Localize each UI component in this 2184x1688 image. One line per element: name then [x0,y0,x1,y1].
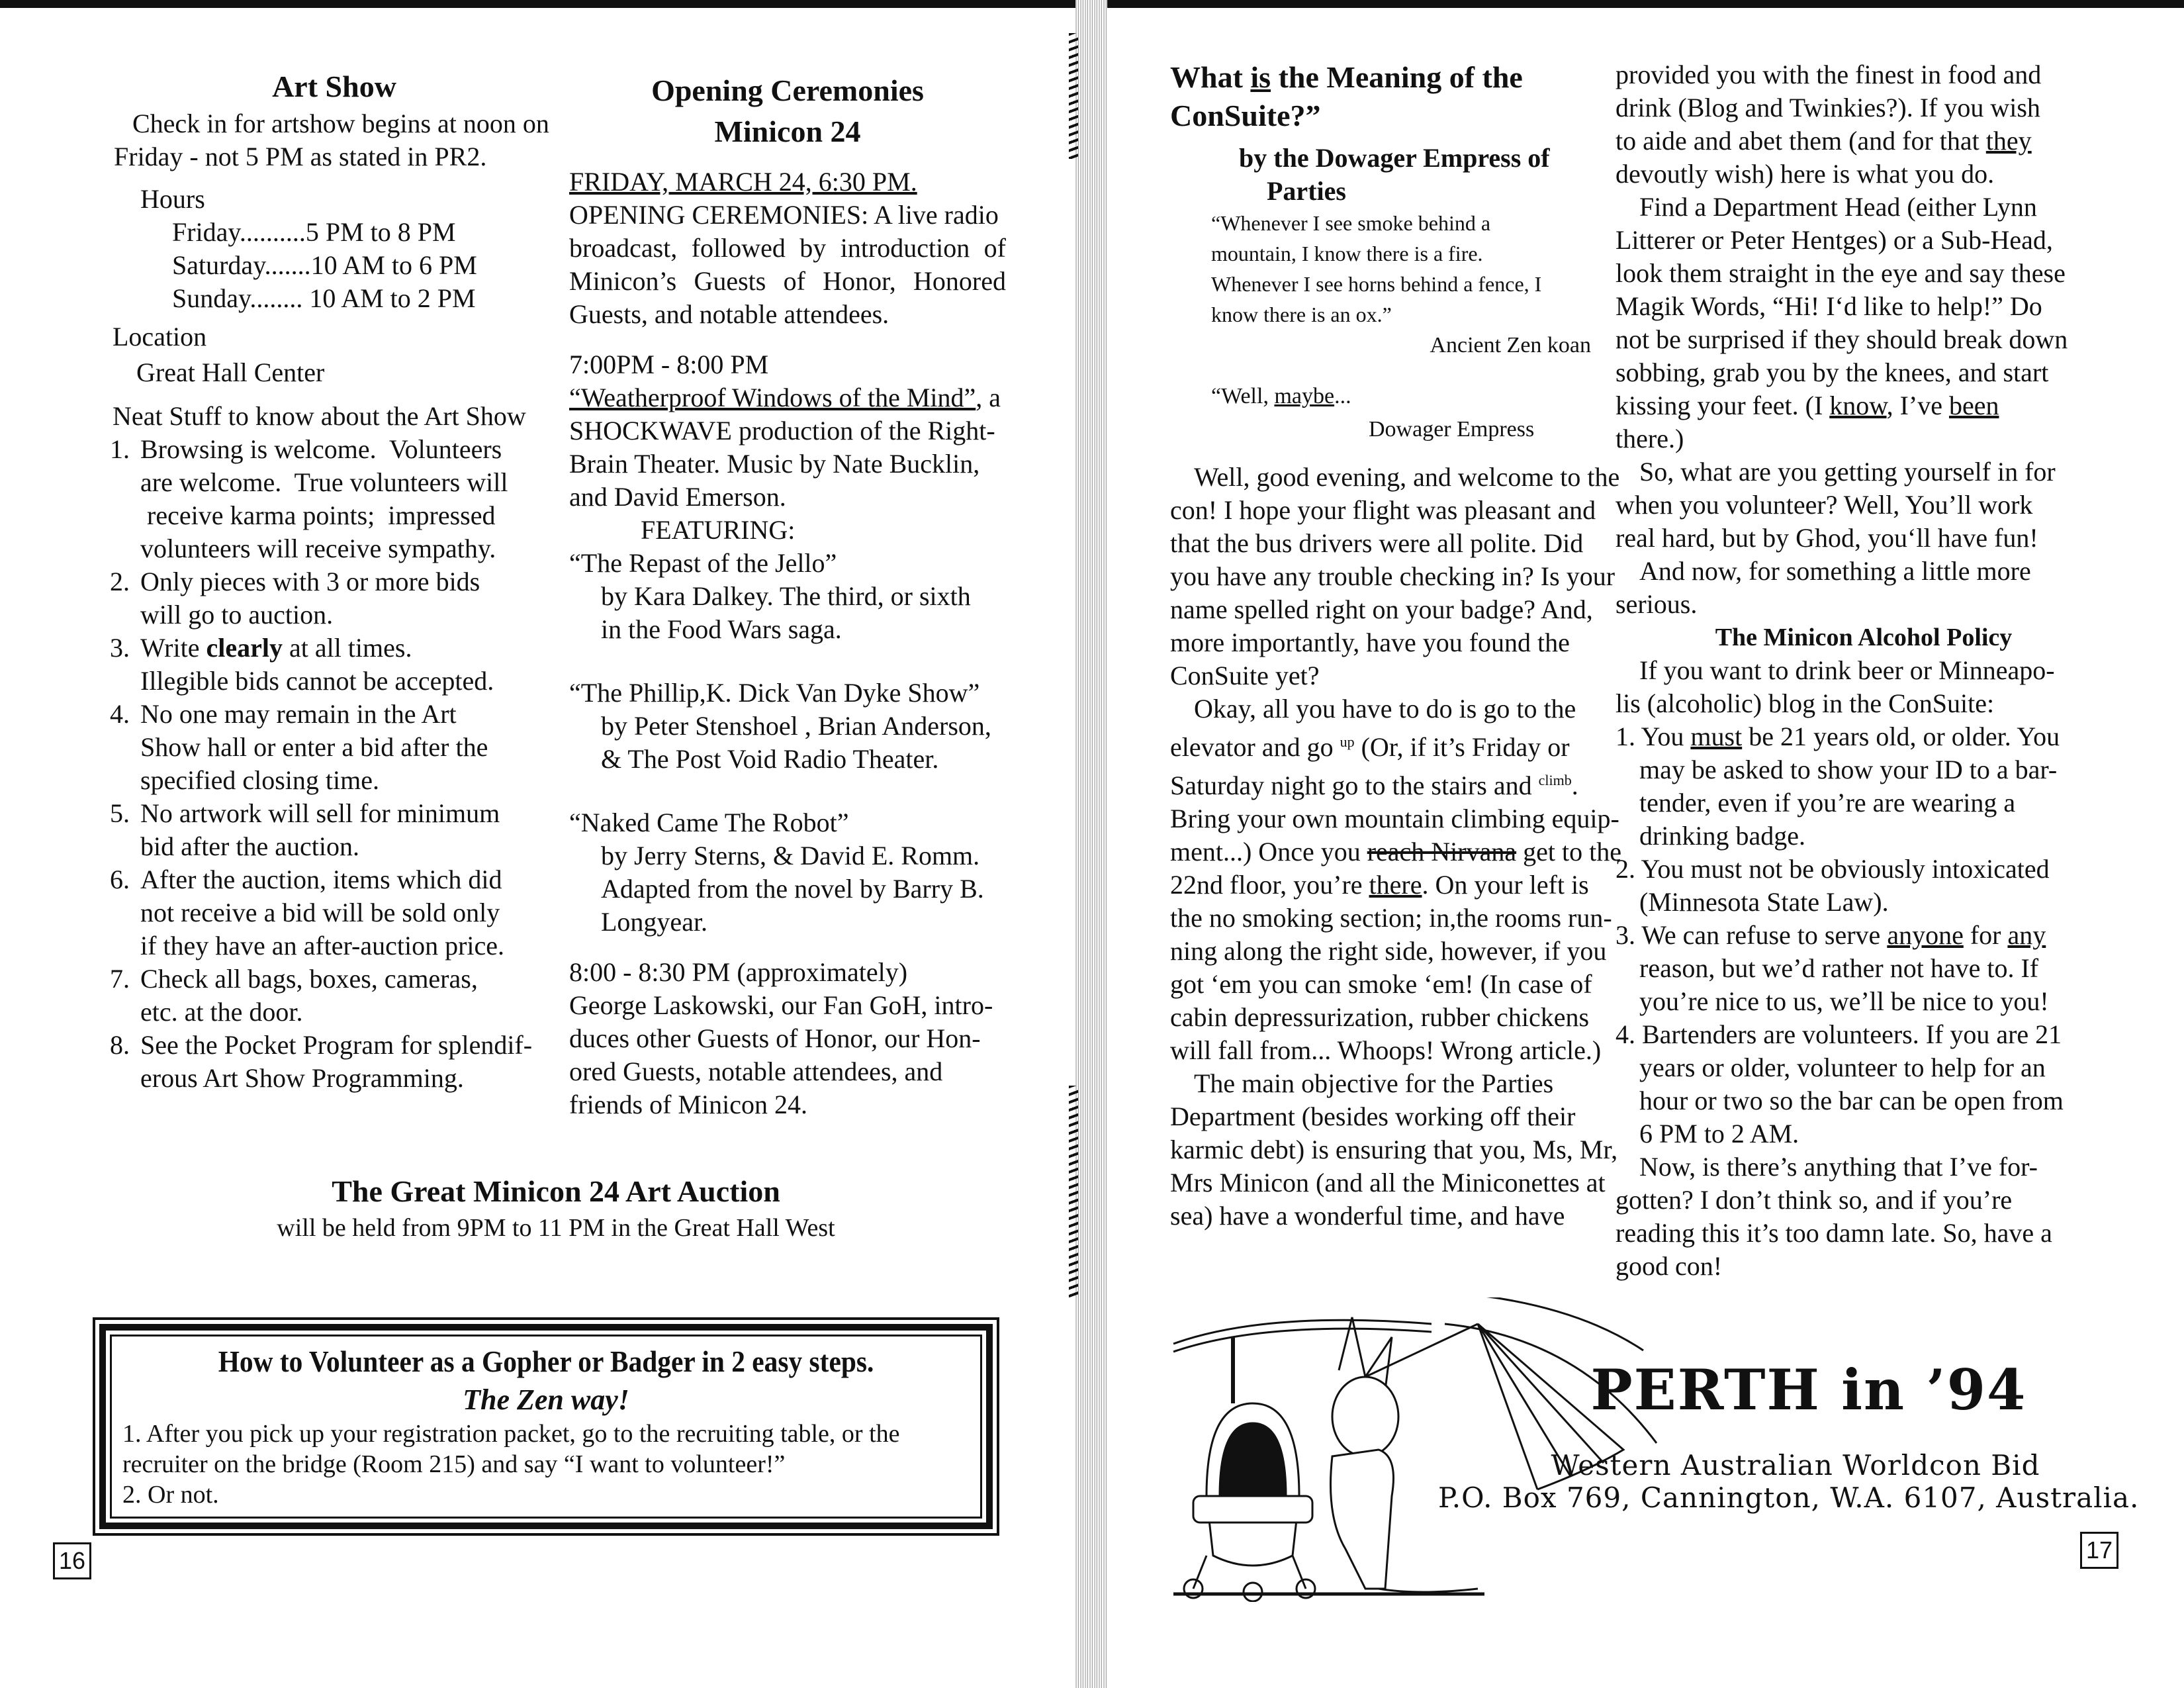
hours-list [106,216,563,315]
rule-line: Check all bags, boxes, cameras, [140,964,478,994]
text: ment...) Once you [1170,837,1367,867]
text: they [1985,126,2032,156]
text: kissing your feet. (I [1615,391,1830,420]
opening-desc: OPENING CEREMONIES: A live radio [569,200,999,230]
text: . [1571,771,1578,800]
text: get to the [1516,837,1621,867]
article-line: name spelled right on your badge? And, [1170,594,1593,624]
volunteer-box [93,1317,999,1536]
policy-line: 6 PM to 2 AM. [1639,1119,1799,1149]
slot-desc [569,989,1006,1121]
rule-line: Show hall or enter a bid after the [140,732,488,762]
feature-credit: & The Post Void Radio Theater. [601,744,939,774]
featuring-label: FEATURING: [641,515,796,545]
opening-date: FRIDAY, MARCH 24, 6:30 PM. [569,167,917,197]
article-line: you have any trouble checking in? Is your [1170,561,1615,591]
text: elevator and go [1170,732,1340,762]
rule-number: 4. [110,699,130,729]
reply-quote [1170,380,1607,413]
location-value: Great Hall Center [136,357,325,387]
hours-time: 10 AM to 6 PM [310,250,477,280]
volunteer-title: How to Volunteer as a Gopher or Badger in 2 easy steps. [218,1344,874,1378]
rule-item [106,962,563,1029]
rule-item [106,863,563,962]
feature-item [569,806,1006,939]
quote-line: “Whenever I see smoke behind a [1211,211,1491,235]
article-paragraph [1170,1067,1618,1233]
article-paragraph [1615,455,2072,555]
hours-day: Sunday........ [172,283,310,313]
rule-line: Only pieces with 3 or more bids [140,567,480,596]
rule-line: etc. at the door. [140,997,303,1027]
article-title [1170,58,1607,97]
quote-line: Whenever I see horns behind a fence, I [1211,272,1542,296]
slot-desc: and David Emerson. [569,482,786,512]
page-16 [0,0,1075,1688]
article-line: provided you with the finest in food and [1615,60,2042,89]
article-line: Well, good evening, and welcome to the [1194,462,1620,492]
article-line: Department (besides working off their [1170,1102,1576,1131]
article-line: sobbing, grab you by the knees, and start [1615,357,2049,387]
hours-time: 10 AM to 2 PM [309,283,476,313]
policy-intro [1615,654,2072,720]
slot-desc: Brain Theater. Music by Nate Bucklin, [569,449,980,479]
article-line: look them straight in the eye and say these [1615,258,2066,288]
text: Saturday night go to the stairs and [1170,771,1539,800]
rule-line: will go to auction. [140,600,334,630]
text: is [1250,60,1271,94]
opening-subtitle: Minicon 24 [714,115,861,148]
perth-ad [1438,1357,2140,1514]
policy-line: If you want to drink beer or Minneapo- [1639,655,2055,685]
hours-time: 5 PM to 8 PM [305,217,456,247]
article-paragraph [1170,461,1620,692]
consuite-article-col1 [1170,58,1621,1233]
volunteer-box-border [99,1324,993,1529]
article-line: Mrs Minicon (and all the Miniconettes at [1170,1168,1606,1197]
article-line: sea) have a wonderful time, and have [1170,1201,1565,1231]
rule-line: if they have an after-auction price. [140,931,505,961]
article-line: ning along the right side, however, if you [1170,936,1607,966]
volunteer-subtitle: The Zen way! [463,1383,629,1416]
article-line: Litterer or Peter Hentges) or a Sub-Head, [1615,225,2053,255]
neat-stuff-label: Neat Stuff to know about the Art Show [113,401,526,431]
rule-number: 7. [110,964,130,994]
feature-credit: by Kara Dalkey. The third, or sixth [601,581,971,611]
hours-row [172,216,563,249]
article-paragraph [1615,191,2072,389]
rule-number: 8. [110,1030,130,1060]
text: , a [976,383,1001,412]
art-show-rules [106,433,563,1095]
text: the Meaning of the [1271,60,1523,94]
hours-row [172,249,563,282]
quote-attribution: Ancient Zen koan [1430,333,1591,357]
feature-credit: by Peter Stenshoel , Brian Anderson, [601,711,991,741]
location-label: Location [113,322,207,352]
text: there [1369,870,1422,900]
article-line: karmic debt) is ensuring that you, Ms, Mr, [1170,1135,1618,1164]
feature-credit: Adapted from the novel by Barry B. [601,874,984,904]
closing-line: Now, is there’s anything that I’ve for- [1639,1152,2038,1182]
rule-line: Illegible bids cannot be accepted. [140,666,494,696]
article-line: more importantly, have you found the [1170,628,1570,657]
article-line: not be surprised if they should break down [1615,324,2068,354]
opening-title: Opening Ceremonies [651,73,924,107]
rule-line: No one may remain in the Art [140,699,457,729]
feature-title: “Naked Came The Robot” [569,808,849,837]
article-line: con! I hope your flight was pleasant and [1170,495,1596,525]
rule-line: specified closing time. [140,765,380,795]
article-byline: Parties [1267,176,1346,206]
page-number: 16 [53,1542,91,1579]
text: , I’ve [1886,391,1949,420]
zen-quote [1170,208,1607,330]
policy-item [1615,952,2072,1018]
feature-title: “The Phillip,K. Dick Van Dyke Show” [569,678,980,708]
policy-item [1615,1018,2072,1150]
article-title: ConSuite?” [1170,99,1321,132]
hours-label: Hours [140,184,205,214]
art-show-title: Art Show [272,70,396,103]
text: any [2007,920,2046,950]
closing-line: good con! [1615,1251,1723,1281]
article-line [1615,124,2072,158]
consuite-article-col2 [1615,58,2072,1283]
art-show-intro: Check in for artshow begins at noon on [132,109,549,138]
rule-line: After the auction, items which did [140,865,502,894]
article-paragraph [1615,555,2072,621]
opening-desc: Guests, and notable attendees. [569,299,889,329]
slot-time: 8:00 - 8:30 PM (approximately) [569,957,908,987]
text: for [1963,920,2008,950]
policy-line: tender, even if you’re are wearing a [1639,788,2016,818]
text: must [1690,722,1743,751]
article-paragraph [1170,902,1612,1067]
policy-line: years or older, volunteer to help for an [1639,1053,2046,1082]
page-17 [1107,0,2184,1688]
hours-row [172,282,563,315]
policy-item [1615,853,2072,919]
article-line: there.) [1615,424,1684,453]
text: 1. You [1615,722,1691,751]
article-line: serious. [1615,589,1698,619]
perth-ad-address: P.O. Box 769, Cannington, W.A. 6107, Australia. [1438,1481,2140,1514]
policy-line: reason, but we’d rather not have to. If [1639,953,2039,983]
article-line: ConSuite yet? [1170,661,1320,690]
opening-desc: broadcast, followed by introduction of [569,233,1006,263]
article-line: Find a Department Head (either Lynn [1639,192,2037,222]
article-line: will fall from... Whoops! Wrong article.) [1170,1035,1602,1065]
policy-line: drinking badge. [1639,821,1806,851]
rule-line: bid after the auction. [140,831,359,861]
policy-item [1615,753,2072,853]
slot-time: 7:00PM - 8:00 PM [569,350,769,379]
text: be 21 years old, or older. You [1742,722,2060,751]
hours-day: Saturday....... [172,250,311,280]
volunteer-step: recruiter on the bridge (Room 215) and say “I want to volunteer!” [122,1450,786,1478]
text: 3. We can refuse to serve [1615,920,1888,950]
feature-credit: by Jerry Sterns, & David E. Romm. [601,841,980,870]
article-line [1170,726,1607,764]
perth-ad-title: PERTH in ’94 [1590,1357,2027,1423]
rule-item [106,632,563,698]
rule-line: No artwork will sell for minimum [140,798,500,828]
text: ... [1334,384,1351,408]
closing-line: gotten? I don’t think so, and if you’re [1615,1185,2013,1215]
perth-ad-line: Western Australian Worldcon Bid [1551,1449,2040,1481]
article-byline: by the Dowager Empress of [1239,143,1550,173]
slot-desc-line: friends of Minicon 24. [569,1090,807,1119]
feature-item [569,677,1006,776]
text: “Well, [1211,384,1275,408]
rule-line: receive karma points; impressed [140,500,496,530]
article-line: that the bus drivers were all polite. Did [1170,528,1584,558]
text: . On your left is [1422,870,1589,900]
rule-item [106,433,563,565]
slot-desc-line: George Laskowski, our Fan GoH, intro- [569,990,993,1020]
rule-number: 2. [110,567,130,596]
article-line: Okay, all you have to do is go to the [1194,694,1576,724]
strikethrough-text: reach Nirvana [1367,837,1517,867]
volunteer-box-content [110,1335,982,1519]
book-spine [1075,0,1107,1688]
policy-line: you’re nice to us, we’ll be nice to you! [1639,986,2049,1016]
rule-line: erous Art Show Programming. [140,1063,464,1093]
feature-credit: Longyear. [601,907,708,937]
page-number: 17 [2080,1532,2118,1569]
opening-desc: Minicon’s Guests of Honor, Honored [569,266,1006,296]
rule-line: See the Pocket Program for splendif- [140,1030,533,1060]
rule-line: not receive a bid will be sold only [140,898,500,927]
article-line: cabin depressurization, rubber chickens [1170,1002,1590,1032]
auction-subtitle: will be held from 9PM to 11 PM in the Great Hall West [277,1214,835,1242]
article-line: drink (Blog and Twinkies?). If you wish [1615,93,2040,122]
slot-title-line [569,381,1006,414]
feature-item [569,547,1006,646]
show-title: “Weatherproof Windows of the Mind” [569,383,976,412]
slot-desc-line: duces other Guests of Honor, our Hon- [569,1023,981,1053]
rule-line: Browsing is welcome. Volunteers [140,434,502,464]
auction-title: The Great Minicon 24 Art Auction [332,1174,780,1208]
text: up [1340,733,1355,750]
feature-credit: in the Food Wars saga. [601,614,842,644]
art-show-intro: Friday - not 5 PM as stated in PR2. [114,142,487,171]
rule-number: 5. [110,798,130,828]
text: 22nd floor, you’re [1170,870,1369,900]
art-show-section [106,66,563,1095]
volunteer-step: 2. Or not. [122,1481,219,1509]
policy-item [1615,919,2072,952]
article-line: Bring your own mountain climbing equip- [1170,804,1619,833]
article-line: real hard, but by Ghod, you‘ll have fun! [1615,523,2038,553]
policy-line: hour or two so the bar can be open from [1639,1086,2064,1115]
text: (Or, if it’s Friday or [1354,732,1570,762]
closing-line: reading this it’s too damn late. So, have a [1615,1218,2052,1248]
article-line [1170,868,1607,902]
text: climb [1538,772,1572,788]
article-line: And now, for something a little more [1639,556,2031,586]
article-line: devoutly wish) here is what you do. [1615,159,1995,189]
policy-line: 4. Bartenders are volunteers. If you are 21 [1615,1019,2062,1049]
article-line: The main objective for the Parties [1194,1068,1554,1098]
quote-line: mountain, I know there is a fire. [1211,242,1483,265]
rule-line: are welcome. True volunteers will [140,467,508,497]
rule-line: Write clearly at all times. [140,633,412,663]
features-list [569,547,1006,939]
policy-title: The Minicon Alcohol Policy [1715,624,2013,651]
policy-line: lis (alcoholic) blog in the ConSuite: [1615,688,1995,718]
policy-line: (Minnesota State Law). [1639,887,1889,917]
text: to aide and abet them (and for that [1615,126,1986,156]
article-line: when you volunteer? Well, You’ll work [1615,490,2033,520]
policy-line: may be asked to show your ID to a bar- [1639,755,2058,784]
text: maybe [1274,384,1335,408]
rule-item [106,1029,563,1095]
feature-title: “The Repast of the Jello” [569,548,837,578]
rule-line: volunteers will receive sympathy. [140,534,496,563]
rule-item [106,565,563,632]
volunteer-step: 1. After you pick up your registration packet, go to the recruiting table, or the [122,1420,900,1448]
text: been [1948,391,1999,420]
quote-line: know there is an ox.” [1211,303,1392,326]
article-line [1170,835,1621,868]
article-line: Magik Words, “Hi! I‘d like to help!” Do [1615,291,2042,321]
article-line: got ‘em you can smoke ‘em! (In case of [1170,969,1592,999]
text: know [1829,391,1887,420]
slot-desc-line: ored Guests, notable attendees, and [569,1056,943,1086]
text: What [1170,60,1251,94]
rule-number: 3. [110,633,130,663]
article-paragraph [1615,58,2072,124]
opening-ceremonies-section [569,70,1006,1121]
policy-item [1615,720,2072,753]
rule-item [106,698,563,797]
hours-day: Friday.......... [172,217,306,247]
article-line [1615,389,2072,422]
rule-item [106,797,563,863]
article-line [1170,764,1607,802]
slot-desc: SHOCKWAVE production of the Right- [569,416,995,445]
article-line: So, what are you getting yourself in for [1639,457,2056,487]
policy-line: 2. You must not be obviously intoxicated [1615,854,2050,884]
article-line: the no smoking section; in,the rooms run- [1170,903,1612,933]
text: anyone [1887,920,1964,950]
reply-attribution: Dowager Empress [1369,417,1535,442]
rule-number: 1. [110,434,130,464]
closing-paragraph [1615,1150,2072,1283]
rule-number: 6. [110,865,130,894]
auction-section [106,1172,1006,1244]
